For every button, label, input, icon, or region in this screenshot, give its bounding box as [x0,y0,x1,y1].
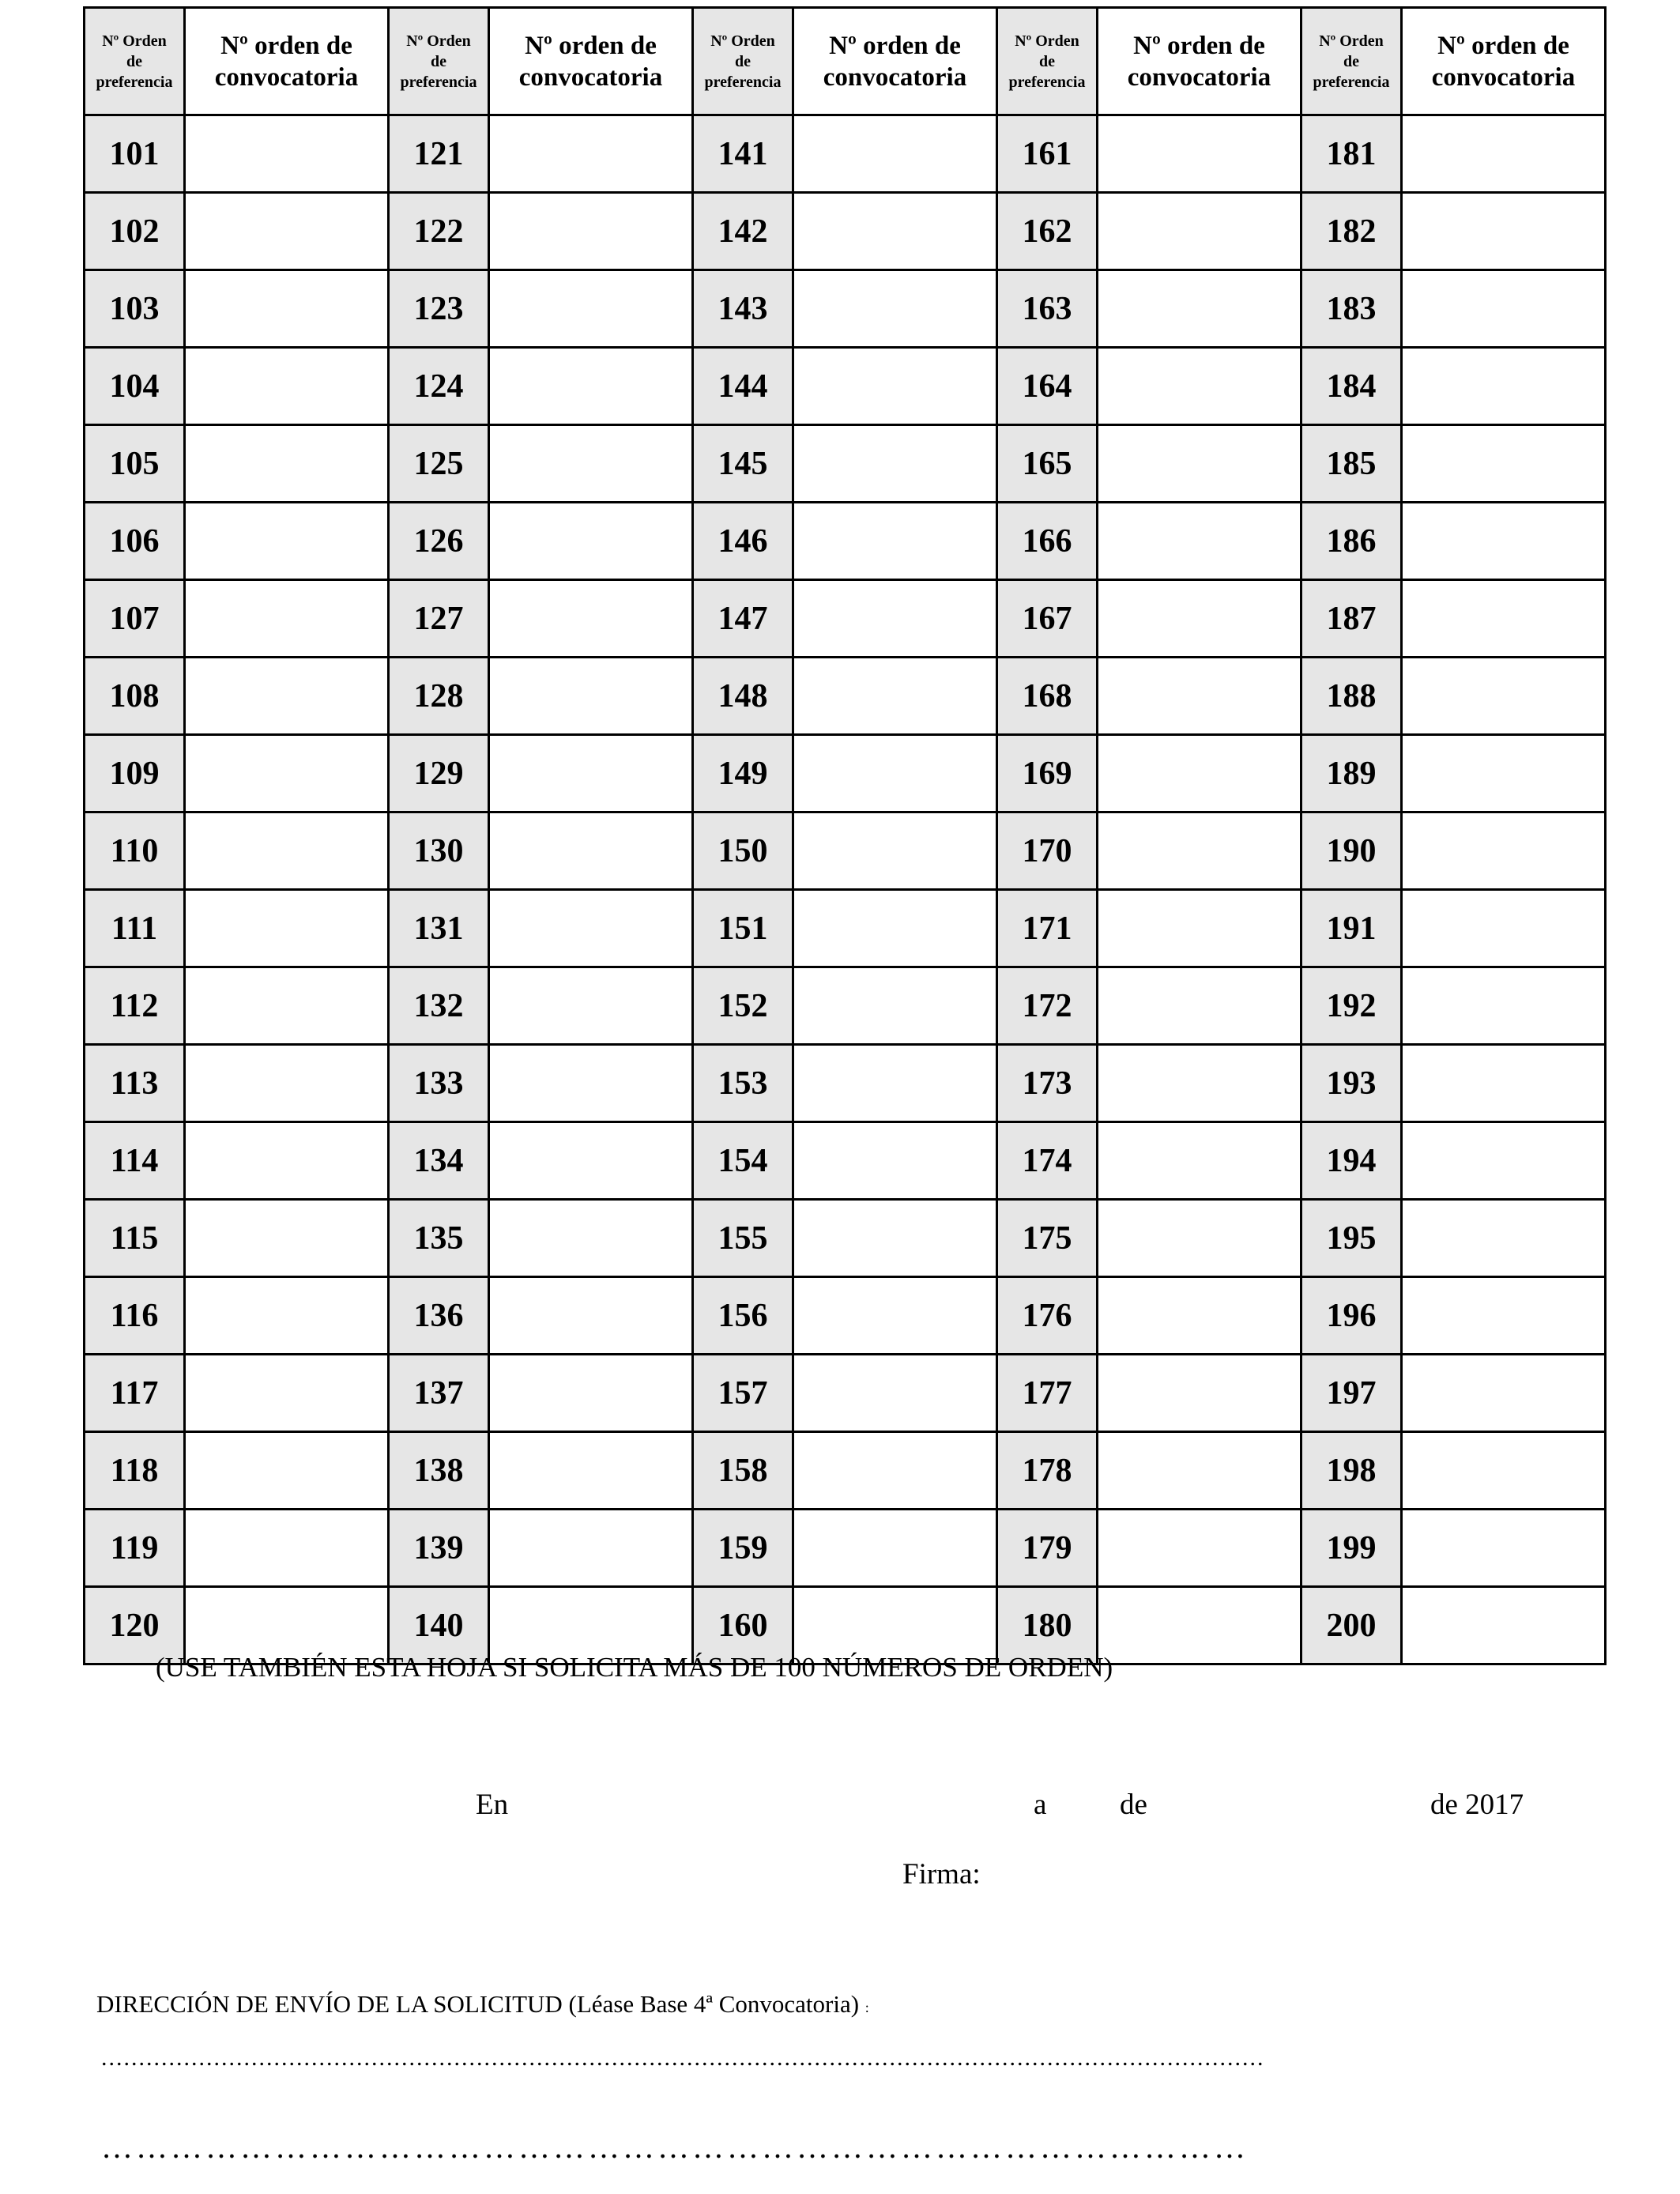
month-label: de [1120,1789,1147,1821]
convocatoria-column-header [1402,8,1606,115]
convocatoria-entry-cell[interactable] [489,967,693,1045]
preference-number-cell: 183 [1301,270,1402,348]
convocatoria-column-header [489,8,693,115]
convocatoria-entry-cell[interactable] [185,503,389,580]
preference-number-cell: 189 [1301,735,1402,812]
preference-number-cell: 196 [1301,1277,1402,1355]
preference-number-cell: 193 [1301,1045,1402,1122]
preference-number-cell: 200 [1301,1587,1402,1664]
preference-number-cell: 184 [1301,348,1402,425]
preference-number-cell: 169 [997,735,1098,812]
convocatoria-entry-cell[interactable] [185,658,389,735]
convocatoria-header-line: convocatoria [1431,62,1576,92]
preference-number-cell: 149 [693,735,793,812]
convocatoria-entry-cell[interactable] [489,1432,693,1510]
preference-column-header [1301,8,1402,115]
preference-table [83,6,1607,1665]
convocatoria-header-line: Nº orden de [220,31,352,60]
convocatoria-entry-cell[interactable] [1402,1277,1606,1355]
preference-number-cell: 142 [693,193,793,270]
preference-number-cell: 156 [693,1277,793,1355]
convocatoria-column-header [185,8,389,115]
preference-number-cell: 151 [693,890,793,967]
preference-number-cell: 136 [389,1277,489,1355]
preference-number-cell: 114 [85,1122,185,1200]
preference-header-line: preferencia [1008,73,1086,91]
preference-header-line: Nº Orden [1015,32,1079,50]
convocatoria-entry-cell[interactable] [489,115,693,193]
convocatoria-entry-cell[interactable] [1098,503,1301,580]
table-row [85,348,1606,425]
convocatoria-entry-cell[interactable] [489,270,693,348]
convocatoria-header-line: Nº orden de [829,31,961,60]
convocatoria-entry-cell[interactable] [1402,812,1606,890]
table-row [85,812,1606,890]
convocatoria-entry-cell[interactable] [185,1432,389,1510]
preference-number-cell: 175 [997,1200,1098,1277]
preference-number-cell: 107 [85,580,185,658]
preference-header-line: preferencia [400,73,477,91]
convocatoria-entry-cell[interactable] [1402,735,1606,812]
convocatoria-entry-cell[interactable] [793,1355,997,1432]
convocatoria-column-header [1098,8,1301,115]
address-label [96,1990,869,2019]
preference-number-cell: 112 [85,967,185,1045]
place-label: En [476,1789,509,1821]
preference-number-cell: 121 [389,115,489,193]
convocatoria-entry-cell[interactable] [1098,1122,1301,1200]
preference-number-cell: 194 [1301,1122,1402,1200]
preference-column-header [85,8,185,115]
preference-number-cell: 166 [997,503,1098,580]
usage-note: (USE TAMBIÉN ESTA HOJA SI SOLICITA MÁS DE 100 NÚMEROS DE ORDEN) [156,1652,1113,1683]
convocatoria-entry-cell[interactable] [185,890,389,967]
preference-number-cell: 192 [1301,967,1402,1045]
convocatoria-entry-cell[interactable] [489,348,693,425]
preference-header-line: Nº Orden [406,32,471,50]
preference-header-line: preferencia [1313,73,1390,91]
preference-header-line: Nº Orden [710,32,775,50]
preference-number-cell: 179 [997,1510,1098,1587]
preference-number-cell: 143 [693,270,793,348]
convocatoria-entry-cell[interactable] [793,1200,997,1277]
address-label-text: DIRECCIÓN DE ENVÍO DE LA SOLICITUD (Léase Base 4ª Convocatoria) [96,1990,860,2018]
convocatoria-entry-cell[interactable] [185,270,389,348]
convocatoria-entry-cell[interactable] [489,658,693,735]
convocatoria-entry-cell[interactable] [1402,1045,1606,1122]
convocatoria-entry-cell[interactable] [1402,1510,1606,1587]
convocatoria-header-line: convocatoria [518,62,663,92]
preference-number-cell: 134 [389,1122,489,1200]
table-row [85,735,1606,812]
preference-number-cell: 163 [997,270,1098,348]
preference-number-cell: 185 [1301,425,1402,503]
preference-number-cell: 165 [997,425,1098,503]
convocatoria-entry-cell[interactable] [1402,658,1606,735]
convocatoria-entry-cell[interactable] [1098,193,1301,270]
convocatoria-entry-cell[interactable] [489,193,693,270]
convocatoria-header-line: Nº orden de [1133,31,1265,60]
preference-number-cell: 188 [1301,658,1402,735]
preference-number-cell: 197 [1301,1355,1402,1432]
convocatoria-entry-cell[interactable] [185,1355,389,1432]
address-line-2[interactable]: ……………………………………………………………………………………… [101,2129,1249,2165]
convocatoria-entry-cell[interactable] [1402,1432,1606,1510]
convocatoria-entry-cell[interactable] [489,812,693,890]
table-row [85,1355,1606,1432]
preference-column-header [997,8,1098,115]
convocatoria-entry-cell[interactable] [1402,1122,1606,1200]
preference-number-cell: 132 [389,967,489,1045]
preference-number-cell: 180 [997,1587,1098,1664]
preference-number-cell: 153 [693,1045,793,1122]
preference-header-line: preferencia [704,73,782,91]
preference-number-cell: 123 [389,270,489,348]
convocatoria-entry-cell[interactable] [1098,812,1301,890]
preference-number-cell: 138 [389,1432,489,1510]
convocatoria-entry-cell[interactable] [793,1432,997,1510]
convocatoria-entry-cell[interactable] [1098,425,1301,503]
convocatoria-entry-cell[interactable] [185,735,389,812]
preference-number-cell: 130 [389,812,489,890]
preference-number-cell: 158 [693,1432,793,1510]
preference-number-cell: 122 [389,193,489,270]
convocatoria-entry-cell[interactable] [1402,115,1606,193]
table-row [85,1277,1606,1355]
preference-number-cell: 115 [85,1200,185,1277]
convocatoria-entry-cell[interactable] [1098,348,1301,425]
convocatoria-entry-cell[interactable] [1402,580,1606,658]
preference-number-cell: 104 [85,348,185,425]
table-row [85,425,1606,503]
preference-header-line: preferencia [96,73,173,91]
preference-number-cell: 186 [1301,503,1402,580]
convocatoria-entry-cell[interactable] [185,1200,389,1277]
convocatoria-entry-cell[interactable] [489,1200,693,1277]
convocatoria-entry-cell[interactable] [793,967,997,1045]
preference-number-cell: 105 [85,425,185,503]
preference-number-cell: 140 [389,1587,489,1664]
preference-number-cell: 178 [997,1432,1098,1510]
address-colon: : [864,2000,869,2015]
convocatoria-entry-cell[interactable] [1402,1587,1606,1664]
address-line-1[interactable]: ........................................................................................................................................................... [101,2045,1265,2071]
preference-number-cell: 150 [693,812,793,890]
convocatoria-entry-cell[interactable] [1098,967,1301,1045]
convocatoria-entry-cell[interactable] [793,1122,997,1200]
preference-header-line: de [431,52,446,70]
convocatoria-entry-cell[interactable] [1098,890,1301,967]
preference-number-cell: 170 [997,812,1098,890]
preference-number-cell: 125 [389,425,489,503]
preference-number-cell: 127 [389,580,489,658]
convocatoria-entry-cell[interactable] [489,1277,693,1355]
convocatoria-header-line: Nº orden de [525,31,657,60]
table-row [85,193,1606,270]
convocatoria-entry-cell[interactable] [185,1277,389,1355]
preference-header-line: Nº Orden [102,32,167,50]
preference-number-cell: 190 [1301,812,1402,890]
convocatoria-entry-cell[interactable] [1098,1355,1301,1432]
preference-header-line: de [735,52,751,70]
preference-number-cell: 116 [85,1277,185,1355]
preference-number-cell: 172 [997,967,1098,1045]
preference-number-cell: 187 [1301,580,1402,658]
preference-number-cell: 146 [693,503,793,580]
preference-number-cell: 152 [693,967,793,1045]
preference-number-cell: 162 [997,193,1098,270]
preference-number-cell: 155 [693,1200,793,1277]
preference-number-cell: 118 [85,1432,185,1510]
convocatoria-entry-cell[interactable] [489,1355,693,1432]
preference-number-cell: 173 [997,1045,1098,1122]
preference-number-cell: 102 [85,193,185,270]
convocatoria-entry-cell[interactable] [793,115,997,193]
preference-number-cell: 174 [997,1122,1098,1200]
preference-number-cell: 126 [389,503,489,580]
convocatoria-header-line: convocatoria [823,62,967,92]
convocatoria-entry-cell[interactable] [1098,1510,1301,1587]
convocatoria-entry-cell[interactable] [1098,658,1301,735]
convocatoria-entry-cell[interactable] [1098,1277,1301,1355]
convocatoria-entry-cell[interactable] [185,348,389,425]
convocatoria-entry-cell[interactable] [1402,890,1606,967]
convocatoria-entry-cell[interactable] [793,425,997,503]
convocatoria-entry-cell[interactable] [185,580,389,658]
preference-column-header [693,8,793,115]
convocatoria-entry-cell[interactable] [1098,1432,1301,1510]
convocatoria-entry-cell[interactable] [1402,348,1606,425]
convocatoria-entry-cell[interactable] [489,1045,693,1122]
convocatoria-entry-cell[interactable] [793,580,997,658]
convocatoria-header-line: convocatoria [1127,62,1271,92]
preference-number-cell: 141 [693,115,793,193]
convocatoria-entry-cell[interactable] [1402,193,1606,270]
preference-number-cell: 113 [85,1045,185,1122]
preference-number-cell: 139 [389,1510,489,1587]
convocatoria-entry-cell[interactable] [793,270,997,348]
preference-number-cell: 111 [85,890,185,967]
convocatoria-entry-cell[interactable] [489,1122,693,1200]
table-row [85,658,1606,735]
table-row [85,580,1606,658]
preference-number-cell: 198 [1301,1432,1402,1510]
convocatoria-entry-cell[interactable] [1098,270,1301,348]
convocatoria-entry-cell[interactable] [185,967,389,1045]
convocatoria-entry-cell[interactable] [793,348,997,425]
convocatoria-entry-cell[interactable] [1402,1355,1606,1432]
preference-number-cell: 161 [997,115,1098,193]
convocatoria-entry-cell[interactable] [489,890,693,967]
table-header-row [85,8,1606,115]
preference-number-cell: 157 [693,1355,793,1432]
preference-number-cell: 171 [997,890,1098,967]
convocatoria-entry-cell[interactable] [185,1510,389,1587]
preference-header-line: de [1343,52,1359,70]
convocatoria-entry-cell[interactable] [793,1277,997,1355]
convocatoria-header-line: convocatoria [214,62,359,92]
convocatoria-entry-cell[interactable] [1098,1200,1301,1277]
preference-number-cell: 147 [693,580,793,658]
convocatoria-entry-cell[interactable] [185,812,389,890]
preference-number-cell: 177 [997,1355,1098,1432]
preference-number-cell: 135 [389,1200,489,1277]
preference-number-cell: 167 [997,580,1098,658]
convocatoria-entry-cell[interactable] [793,658,997,735]
preference-number-cell: 137 [389,1355,489,1432]
preference-number-cell: 106 [85,503,185,580]
preference-number-cell: 119 [85,1510,185,1587]
preference-number-cell: 108 [85,658,185,735]
convocatoria-entry-cell[interactable] [185,425,389,503]
preference-number-cell: 159 [693,1510,793,1587]
convocatoria-entry-cell[interactable] [185,115,389,193]
preference-number-cell: 145 [693,425,793,503]
convocatoria-entry-cell[interactable] [793,890,997,967]
convocatoria-entry-cell[interactable] [1402,1200,1606,1277]
convocatoria-entry-cell[interactable] [1098,580,1301,658]
day-label: a [1034,1789,1047,1821]
preference-number-cell: 191 [1301,890,1402,967]
convocatoria-entry-cell[interactable] [793,193,997,270]
preference-number-cell: 148 [693,658,793,735]
signature-label: Firma: [902,1858,981,1891]
convocatoria-entry-cell[interactable] [489,503,693,580]
table-row [85,1045,1606,1122]
preference-number-cell: 117 [85,1355,185,1432]
convocatoria-entry-cell[interactable] [1098,115,1301,193]
preference-number-cell: 129 [389,735,489,812]
convocatoria-entry-cell[interactable] [185,1045,389,1122]
convocatoria-entry-cell[interactable] [489,1510,693,1587]
convocatoria-entry-cell[interactable] [793,735,997,812]
convocatoria-entry-cell[interactable] [489,425,693,503]
preference-number-cell: 160 [693,1587,793,1664]
convocatoria-entry-cell[interactable] [1402,967,1606,1045]
convocatoria-entry-cell[interactable] [185,1122,389,1200]
convocatoria-header-line: Nº orden de [1437,31,1569,60]
table-row [85,1510,1606,1587]
table-row [85,1432,1606,1510]
preference-number-cell: 168 [997,658,1098,735]
preference-number-cell: 101 [85,115,185,193]
convocatoria-entry-cell[interactable] [1098,1045,1301,1122]
convocatoria-entry-cell[interactable] [489,580,693,658]
preference-number-cell: 181 [1301,115,1402,193]
table-row [85,1200,1606,1277]
convocatoria-entry-cell[interactable] [185,193,389,270]
preference-number-cell: 103 [85,270,185,348]
table-row [85,503,1606,580]
table-body [85,115,1606,1664]
table-row [85,270,1606,348]
preference-number-cell: 182 [1301,193,1402,270]
table-row [85,1122,1606,1200]
preference-number-cell: 128 [389,658,489,735]
convocatoria-entry-cell[interactable] [1098,735,1301,812]
preference-number-cell: 164 [997,348,1098,425]
preference-number-cell: 109 [85,735,185,812]
preference-number-cell: 195 [1301,1200,1402,1277]
convocatoria-column-header [793,8,997,115]
preference-number-cell: 131 [389,890,489,967]
convocatoria-entry-cell[interactable] [793,812,997,890]
convocatoria-entry-cell[interactable] [1098,1587,1301,1664]
preference-number-cell: 176 [997,1277,1098,1355]
preference-header-line: Nº Orden [1319,32,1384,50]
preference-header-line: de [126,52,142,70]
convocatoria-entry-cell[interactable] [793,1510,997,1587]
table-row [85,115,1606,193]
convocatoria-entry-cell[interactable] [793,1045,997,1122]
preference-number-cell: 124 [389,348,489,425]
year-label: de 2017 [1430,1789,1524,1821]
preference-number-cell: 133 [389,1045,489,1122]
preference-number-cell: 110 [85,812,185,890]
table-row [85,890,1606,967]
preference-number-cell: 144 [693,348,793,425]
convocatoria-entry-cell[interactable] [1402,425,1606,503]
convocatoria-entry-cell[interactable] [1402,503,1606,580]
preference-number-cell: 199 [1301,1510,1402,1587]
preference-column-header [389,8,489,115]
convocatoria-entry-cell[interactable] [793,503,997,580]
convocatoria-entry-cell[interactable] [1402,270,1606,348]
table-row [85,967,1606,1045]
preference-number-cell: 120 [85,1587,185,1664]
preference-header-line: de [1039,52,1055,70]
convocatoria-entry-cell[interactable] [489,735,693,812]
preference-number-cell: 154 [693,1122,793,1200]
